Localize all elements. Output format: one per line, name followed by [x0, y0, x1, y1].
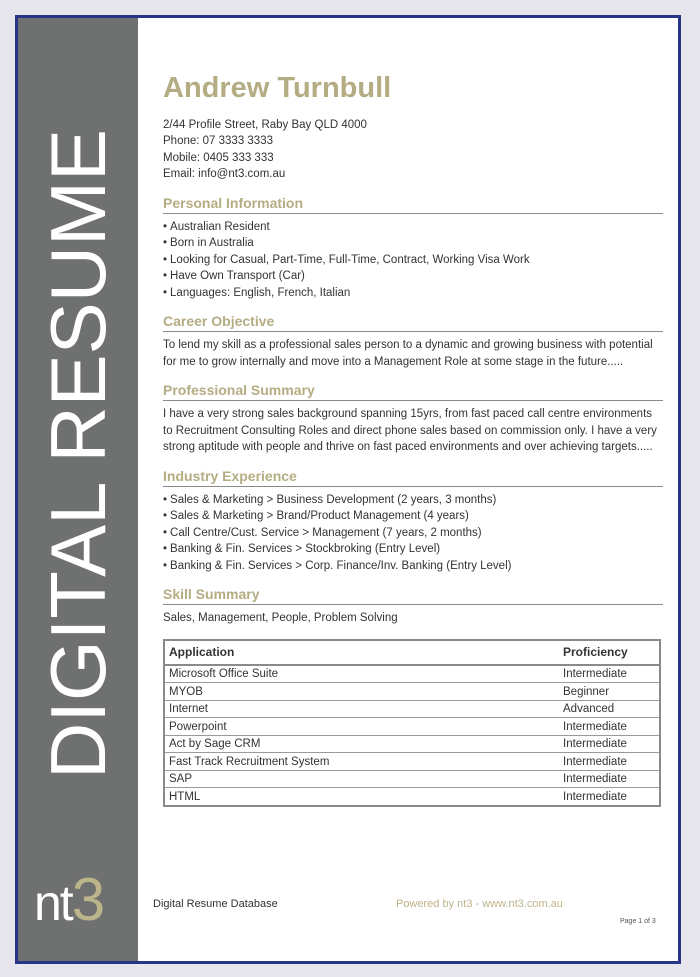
logo-nt: nt: [34, 875, 72, 931]
list-item: • Sales & Marketing > Brand/Product Management (4 years): [163, 508, 663, 525]
proficiency-cell: Intermediate: [559, 665, 660, 683]
vertical-title: DIGITAL RESUME: [34, 128, 122, 780]
professional-summary-text: I have a very strong sales background spanning 15yrs, from fast paced call centre environments to Recruitment Consulting Roles and direct phone sales based on commission only. I have a very strong aptitude with people and thrive on fast paced environments and over achieving targets.....: [163, 408, 657, 454]
personal-info-heading: Personal Information: [163, 195, 663, 214]
table-row: [164, 718, 660, 736]
resume-content: [163, 73, 663, 807]
logo-three: 3: [71, 866, 106, 933]
skills-table: [163, 639, 661, 807]
header-application: Application: [164, 640, 559, 665]
table-header-row: [164, 640, 660, 665]
application-cell: Act by Sage CRM: [164, 735, 559, 753]
application-cell: Microsoft Office Suite: [164, 665, 559, 683]
page-number: Page 1 of 3: [620, 918, 656, 925]
table-row: [164, 665, 660, 683]
skill-summary-heading: Skill Summary: [163, 586, 663, 605]
list-item: • Languages: English, French, Italian: [163, 285, 663, 302]
nt3-logo: [34, 866, 106, 933]
application-cell: SAP: [164, 770, 559, 788]
candidate-name: Andrew Turnbull: [163, 72, 392, 104]
contact-block: [163, 117, 663, 183]
professional-summary-heading: Professional Summary: [163, 382, 663, 401]
email[interactable]: Email: info@nt3.com.au: [163, 168, 286, 181]
proficiency-cell: Intermediate: [559, 735, 660, 753]
list-item: • Have Own Transport (Car): [163, 268, 663, 285]
proficiency-cell: Intermediate: [559, 718, 660, 736]
footer-database-label: Digital Resume Database: [153, 898, 278, 910]
list-item: • Banking & Fin. Services > Corp. Finance/Inv. Banking (Entry Level): [163, 558, 663, 575]
career-objective-heading: Career Objective: [163, 313, 663, 332]
header-proficiency: Proficiency: [559, 640, 660, 665]
industry-experience-heading: Industry Experience: [163, 468, 663, 487]
proficiency-cell: Intermediate: [559, 753, 660, 771]
application-cell: Internet: [164, 700, 559, 718]
list-item: • Sales & Marketing > Business Development (2 years, 3 months): [163, 492, 663, 509]
proficiency-cell: Intermediate: [559, 770, 660, 788]
table-row: [164, 700, 660, 718]
application-cell: Powerpoint: [164, 718, 559, 736]
list-item: • Looking for Casual, Part-Time, Full-Time, Contract, Working Visa Work: [163, 252, 663, 269]
career-objective-text: To lend my skill as a professional sales person to a dynamic and growing business with potential for me to grow internally and move into a Management Role at some stage in the future.....: [163, 339, 653, 368]
mobile: Mobile: 0405 333 333: [163, 151, 274, 164]
proficiency-cell: Beginner: [559, 683, 660, 701]
application-cell: HTML: [164, 788, 559, 806]
table-row: [164, 770, 660, 788]
proficiency-cell: Intermediate: [559, 788, 660, 806]
address: 2/44 Profile Street, Raby Bay QLD 4000: [163, 118, 367, 131]
sidebar: [18, 18, 138, 961]
application-cell: MYOB: [164, 683, 559, 701]
table-row: [164, 788, 660, 806]
footer-powered-by-link[interactable]: Powered by nt3 - www.nt3.com.au: [396, 898, 563, 910]
industry-experience-list: [163, 492, 663, 575]
proficiency-cell: Advanced: [559, 700, 660, 718]
application-cell: Fast Track Recruitment System: [164, 753, 559, 771]
table-row: [164, 683, 660, 701]
table-row: [164, 753, 660, 771]
resume-page: [15, 15, 681, 964]
list-item: • Australian Resident: [163, 219, 663, 236]
list-item: • Banking & Fin. Services > Stockbroking (Entry Level): [163, 541, 663, 558]
phone: Phone: 07 3333 3333: [163, 135, 273, 148]
personal-info-list: [163, 219, 663, 302]
table-row: [164, 735, 660, 753]
skill-summary-text: Sales, Management, People, Problem Solving: [163, 612, 398, 625]
list-item: • Call Centre/Cust. Service > Management (7 years, 2 months): [163, 525, 663, 542]
list-item: • Born in Australia: [163, 235, 663, 252]
